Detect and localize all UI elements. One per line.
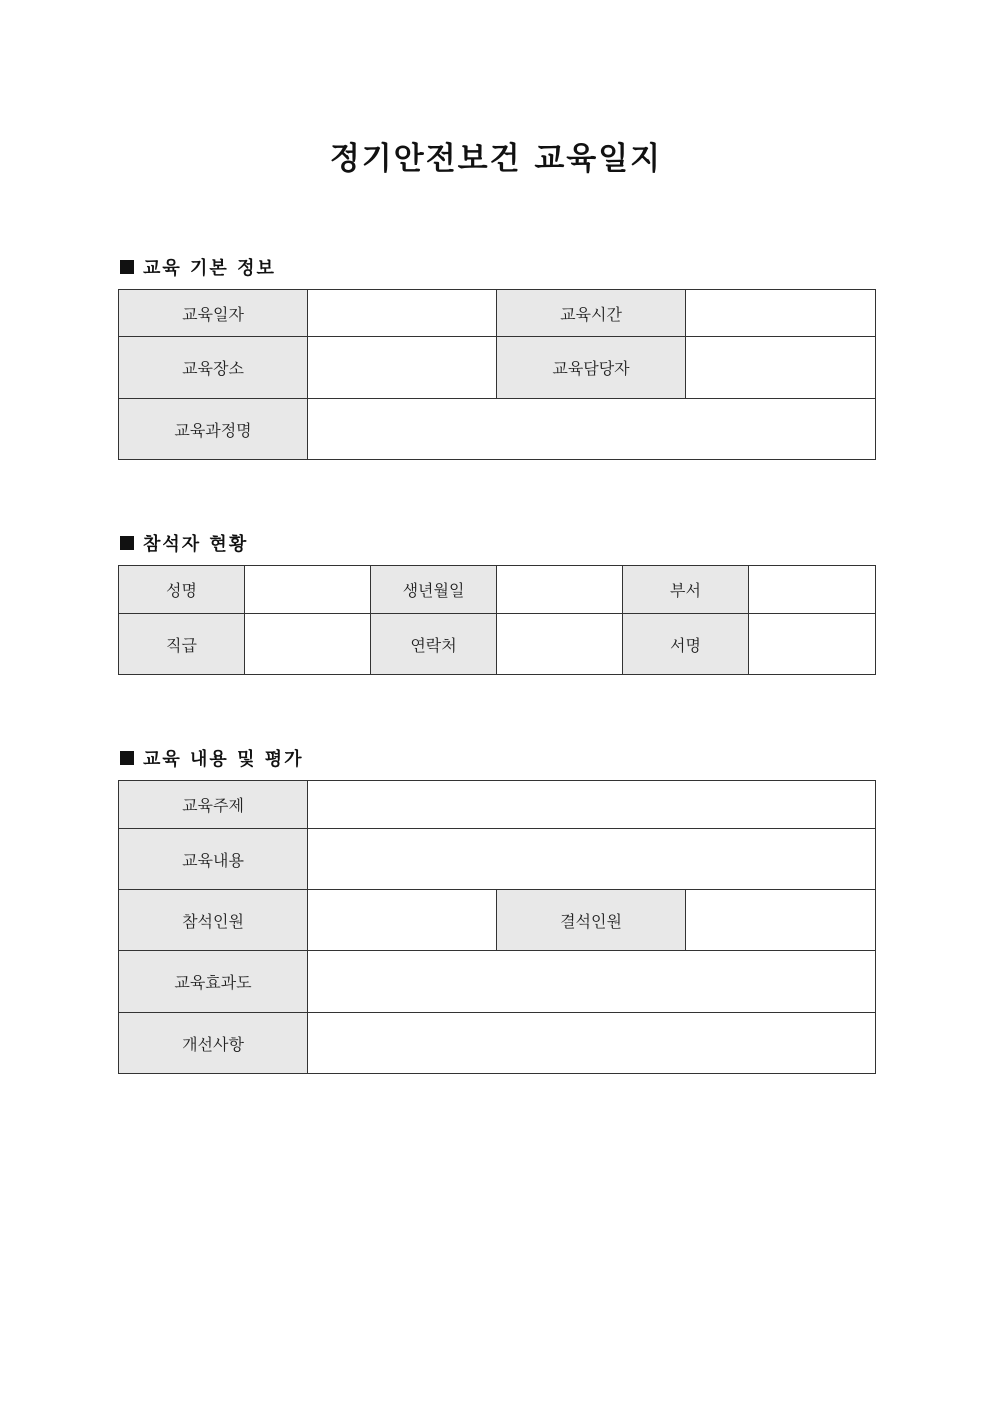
section-heading-content xyxy=(120,745,304,771)
name-field[interactable] xyxy=(245,566,371,614)
course-label: 교육과정명 xyxy=(119,399,308,460)
manager-field[interactable] xyxy=(686,337,876,399)
contact-label: 연락처 xyxy=(371,614,497,675)
square-bullet-icon xyxy=(120,751,134,765)
absent-field[interactable] xyxy=(686,890,876,951)
time-field[interactable] xyxy=(686,290,876,337)
topic-field[interactable] xyxy=(308,781,876,829)
date-label: 교육일자 xyxy=(119,290,308,337)
content-label: 교육내용 xyxy=(119,829,308,890)
section-heading-attendee-label: 참석자 현황 xyxy=(143,534,249,555)
section-heading-basic-label: 교육 기본 정보 xyxy=(143,258,276,279)
present-label: 참석인원 xyxy=(119,890,308,951)
topic-label: 교육주제 xyxy=(119,781,308,829)
content-table xyxy=(118,780,876,1074)
place-field[interactable] xyxy=(308,337,497,399)
section-heading-content-label: 교육 내용 및 평가 xyxy=(143,749,304,770)
birth-label: 생년월일 xyxy=(371,566,497,614)
manager-label: 교육담당자 xyxy=(497,337,686,399)
effect-label: 교육효과도 xyxy=(119,951,308,1013)
section-heading-attendee xyxy=(120,530,248,556)
present-field[interactable] xyxy=(308,890,497,951)
course-field[interactable] xyxy=(308,399,876,460)
absent-label: 결석인원 xyxy=(497,890,686,951)
rank-field[interactable] xyxy=(245,614,371,675)
contact-field[interactable] xyxy=(497,614,623,675)
square-bullet-icon xyxy=(120,260,134,274)
sign-label: 서명 xyxy=(623,614,749,675)
birth-field[interactable] xyxy=(497,566,623,614)
improve-field[interactable] xyxy=(308,1013,876,1074)
effect-field[interactable] xyxy=(308,951,876,1013)
time-label: 교육시간 xyxy=(497,290,686,337)
square-bullet-icon xyxy=(120,536,134,550)
attendee-table xyxy=(118,565,876,675)
sign-field[interactable] xyxy=(749,614,876,675)
dept-label: 부서 xyxy=(623,566,749,614)
rank-label: 직급 xyxy=(119,614,245,675)
dept-field[interactable] xyxy=(749,566,876,614)
improve-label: 개선사항 xyxy=(119,1013,308,1074)
document-title: 정기안전보건 교육일지 xyxy=(329,141,663,177)
place-label: 교육장소 xyxy=(119,337,308,399)
basic-info-table xyxy=(118,289,876,460)
name-label: 성명 xyxy=(119,566,245,614)
date-field[interactable] xyxy=(308,290,497,337)
section-heading-basic xyxy=(120,254,276,280)
content-field[interactable] xyxy=(308,829,876,890)
